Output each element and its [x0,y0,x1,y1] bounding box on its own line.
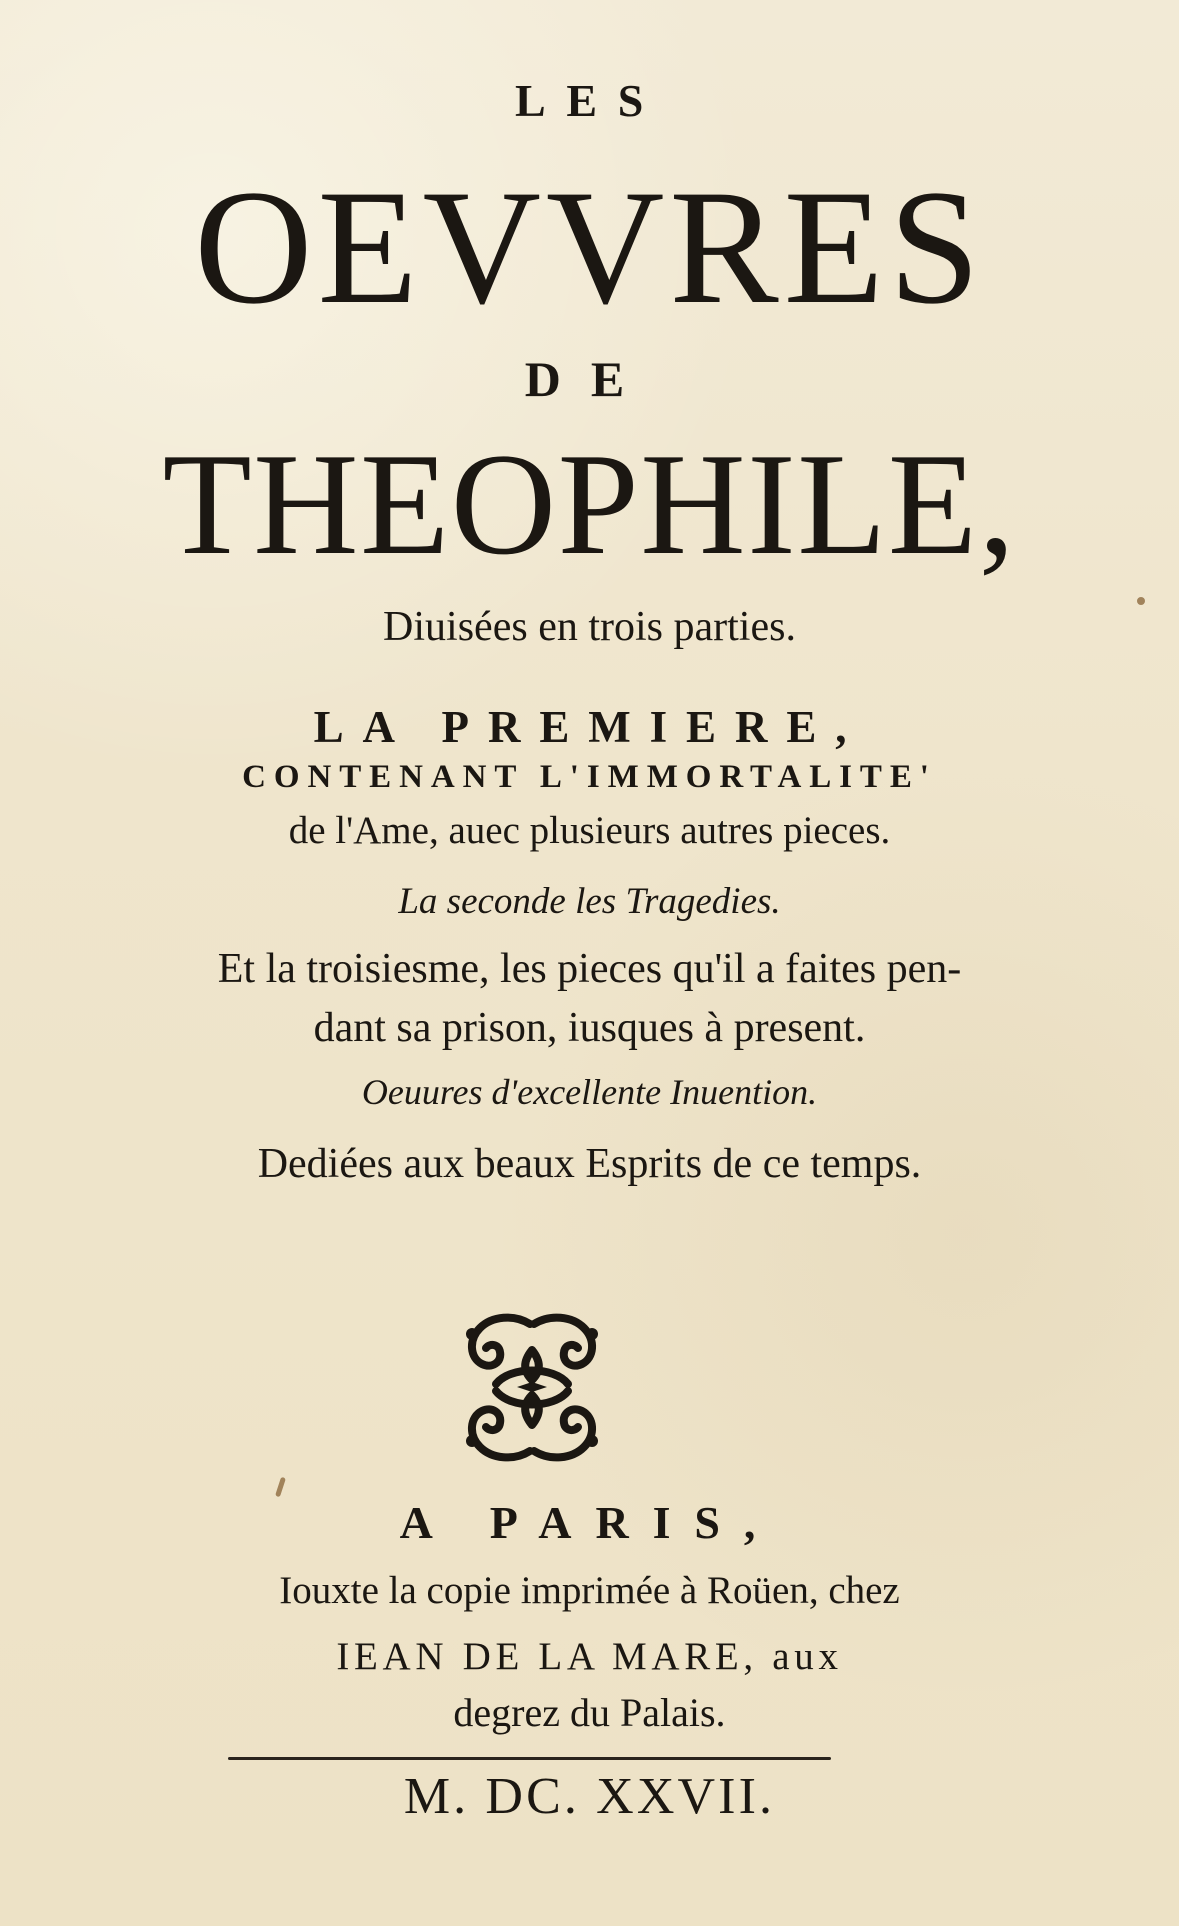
printers-ornament-icon [452,1310,612,1465]
imprint-copy: Iouxte la copie imprimée à Roüen, chez [279,1569,900,1612]
line-inuention: Oeuures d'excellente Inuention. [361,1072,818,1112]
imprint-printer: IEAN DE LA MARE, aux [336,1635,843,1678]
line-dediees: Dediées aux beaux Esprits de ce temps. [257,1141,922,1187]
paper-speck [1137,597,1145,605]
paper-mark [275,1477,286,1498]
line-oeuvres: OEVVRES [194,157,985,338]
subtitle: Diuisées en trois parties. [383,604,796,650]
line-prison: dant sa prison, iusques à present. [313,1005,866,1051]
horizontal-rule [228,1757,831,1760]
line-premiere: LA PREMIERE, [313,702,866,752]
line-troisiesme: Et la troisiesme, les pieces qu'il a faites pen- [217,946,962,992]
line-ame: de l'Ame, auec plusieurs autres pieces. [288,809,891,852]
line-contenant: CONTENANT L'IMMORTALITE' [242,759,937,795]
line-seconde: La seconde les Tragedies. [398,881,781,922]
line-les: LES [514,75,665,126]
imprint-location: degrez du Palais. [453,1690,726,1735]
line-de: DE [524,351,655,407]
publication-date: M. DC. XXVII. [403,1768,776,1825]
line-theophile: THEOPHILE, [162,423,1017,585]
imprint-city: A PARIS, [399,1497,780,1548]
